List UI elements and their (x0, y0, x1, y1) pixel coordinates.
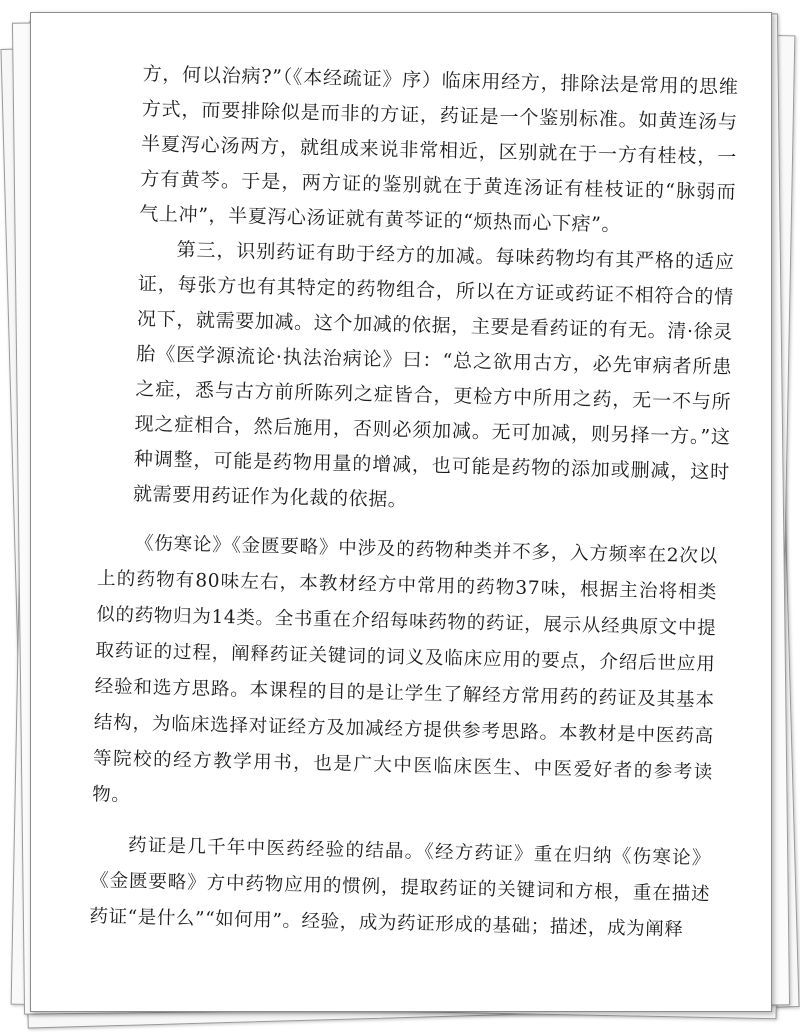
paragraph-2: 第三，识别药证有助于经方的加减。每味药物均有其严格的适应证，每张方也有其特定的药物组合，所以在方证或药证不相符合的情况下，就需要加减。这个加减的依据，主要是看药证的有无。清·徐灵胎《医学源流论·执法治病论》曰：“总之欲用古方，必先审病者所患之症，悉与古方前所陈列之症皆合，更检方中所用之药，无一不与所现之症相合，然后施用，否则必须加减。无可加减，则另择一方。”这种调整，可能是药物用量的增减，也可能是药物的添加或删减，这时就需要用药证作为化裁的依据。 (132, 238, 735, 512)
page-content (30, 12, 772, 1012)
paragraph-3: 《伤寒论》《金匮要略》中涉及的药物种类并不多，入方频率在2次以上的药物有80味左右，本教材经方中常用的药物37味，根据主治将相类似的药物归为14类。全书重在介绍每味药物的药证，展示从经典原文中提取药证的过程，阐释药证关键词的词义及临床应用的要点，介绍后世应用经验和选方思路。本课程的目的是让学生了解经方常用药的药证及其基本结构，为临床选择对证经方及加减经方提供参考思路。本教材是中医药高等院校的经方教学用书，也是广大中医临床医生、中医爱好者的参考读物。 (92, 533, 719, 806)
document-page (30, 12, 772, 1012)
paragraph-4: 药证是几千年中医药经验的结晶。《经方药证》重在归纳《伤寒论》《金匮要略》方中药物应用的惯例，提取药证的关键词和方根，重在描述药证“是什么”“如何用”。经验，成为药证形成的基础；描述，成为阐释 (89, 834, 712, 941)
paragraph-1: 方，何以治病?”（《本经疏证》序）临床用经方，排除法是常用的思维方式，而要排除似是而非的方证，药证是一个鉴别标准。如黄连汤与半夏泻心汤两方，就组成来说非常相近，区别就在于一方有桂枝，一方有黄芩。于是，两方证的鉴别就在于黄连汤证有桂枝证的“脉弱而气上冲”，半夏泻心汤证就有黄芩证的“烦热而心下痞”。 (139, 63, 739, 236)
